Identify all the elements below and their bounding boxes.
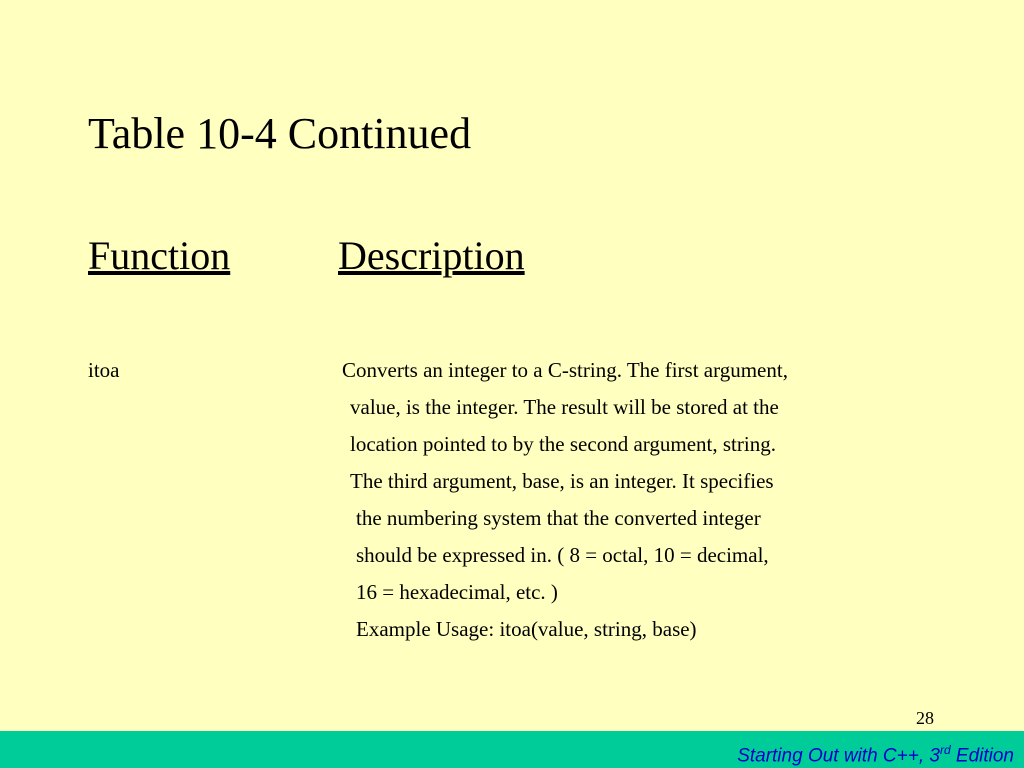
description-line: Example Usage: itoa(value, string, base): [356, 617, 697, 641]
footer-bar: [0, 731, 1024, 768]
description-line: value, is the integer. The result will be stored at the: [350, 395, 779, 419]
function-column-header: Function: [88, 233, 231, 278]
description-line: Converts an integer to a C-string. The first argument,: [342, 358, 788, 382]
footer-book-title: [737, 738, 1014, 768]
description-line: 16 = hexadecimal, etc. ): [356, 580, 558, 604]
description-line: location pointed to by the second argument, string.: [350, 432, 776, 456]
footer-edition-text: Edition: [950, 745, 1014, 767]
description-column-header: Description: [338, 233, 525, 278]
description-line: The third argument, base, is an integer. It specifies: [350, 469, 774, 493]
footer-title-text: Starting Out with C++, 3: [737, 745, 940, 767]
slide-title: Table 10-4 Continued: [88, 109, 472, 158]
footer-superscript: rd: [939, 743, 951, 757]
description-line: should be expressed in. ( 8 = octal, 10 = decimal,: [356, 543, 769, 567]
function-name: itoa: [88, 358, 120, 382]
description-line: the numbering system that the converted integer: [356, 506, 761, 530]
page-number: 28: [916, 708, 934, 728]
